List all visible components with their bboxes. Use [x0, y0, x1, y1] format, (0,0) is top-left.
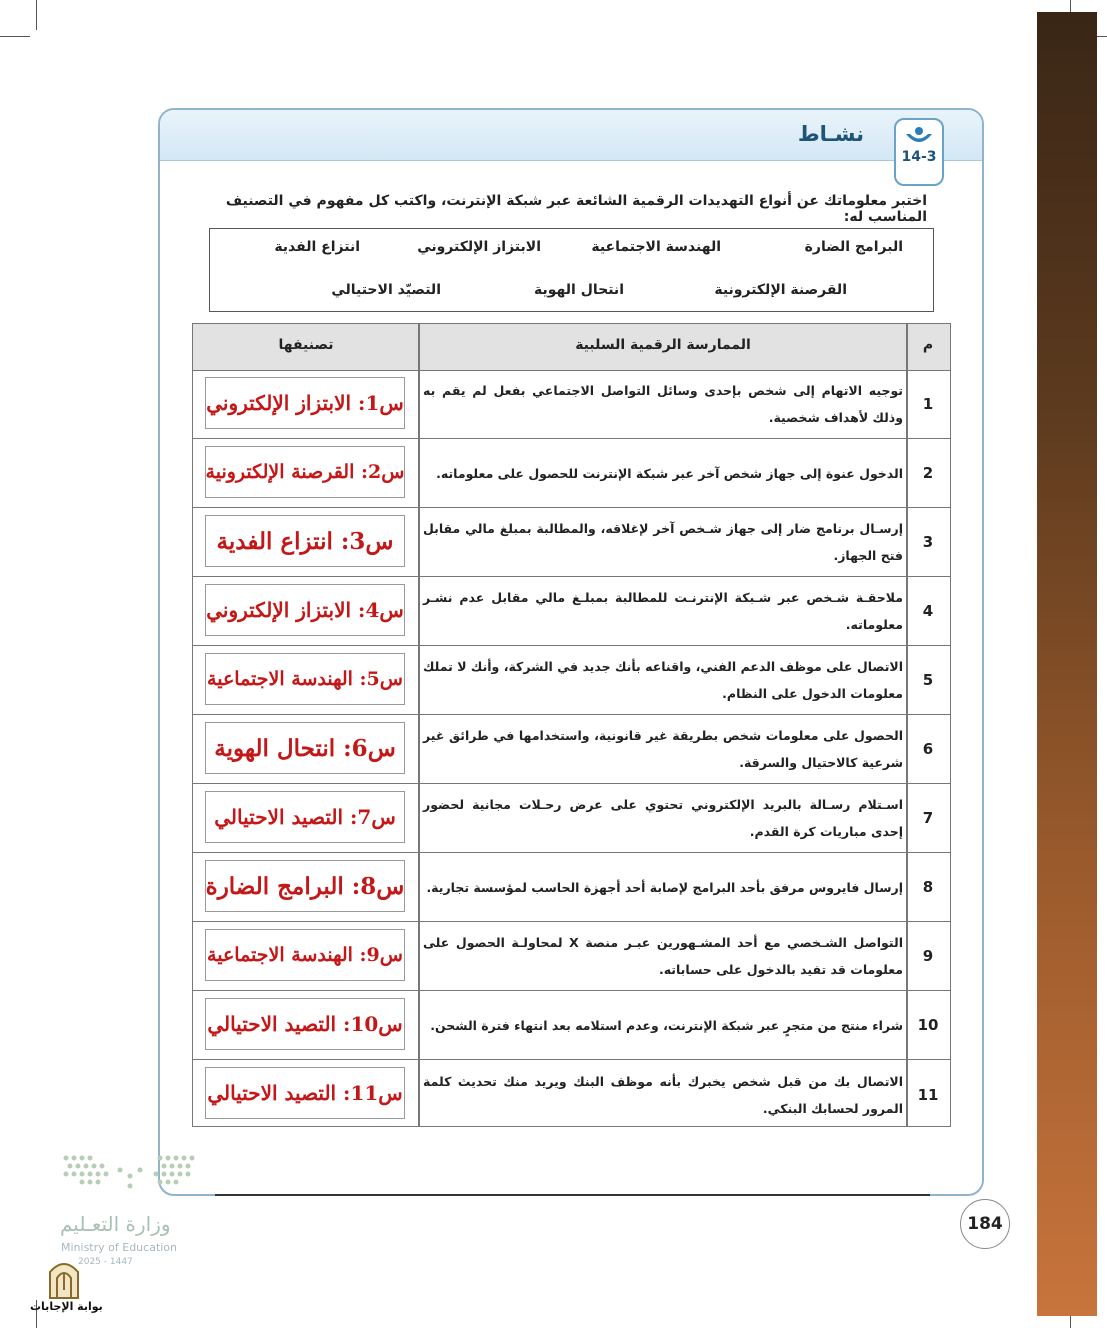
row-practice — [423, 715, 903, 783]
row-practice — [423, 922, 903, 990]
row-number: 4 — [922, 602, 934, 620]
column-divider — [418, 324, 420, 1126]
page-number: 184 — [960, 1199, 1010, 1249]
row-practice — [423, 853, 903, 921]
table-row — [193, 853, 950, 922]
word-bank-item: الابتزاز الإلكتروني — [417, 239, 541, 255]
row-answer: س3: انتزاع الفدية — [205, 515, 405, 567]
table-row — [193, 991, 950, 1060]
table-row — [193, 922, 950, 991]
row-practice-text: الدخول عنوة إلى جهاز شخص آخر عبر شبكة الإنترنت للحصول على معلوماته. — [436, 465, 903, 481]
header-practice: الممارسة الرقمية السلبية — [575, 337, 751, 353]
word-bank-item: انتزاع الفدية — [274, 239, 360, 255]
word-bank-item: انتحال الهوية — [534, 282, 624, 298]
table-row — [193, 784, 950, 853]
word-bank-item: القرصنة الإلكترونية — [714, 282, 847, 298]
row-number: 9 — [922, 947, 934, 965]
row-practice-text: إرسال فايروس مرفق بأحد البرامج لإصابة أحد أجهزة الحاسب لمؤسسة تجارية. — [426, 879, 903, 895]
row-practice — [423, 439, 903, 507]
table-row — [193, 370, 950, 439]
row-answer: س1: الابتزاز الإلكتروني — [205, 377, 405, 429]
column-divider — [906, 324, 908, 1126]
row-number: 8 — [922, 878, 934, 896]
row-answer: س2: القرصنة الإلكترونية — [205, 446, 405, 498]
row-number: 11 — [917, 1085, 939, 1104]
word-bank-item: البرامج الضارة — [804, 239, 903, 255]
activity-instruction: اختبر معلوماتك عن أنواع التهديدات الرقمية الشائعة عبر شبكة الإنترنت، واكتب كل مفهوم في التصنيف المناسب له: — [225, 193, 927, 225]
row-number: 5 — [922, 671, 934, 689]
activity-header — [160, 110, 982, 161]
word-bank-item: التصيّد الاحتيالي — [331, 282, 441, 298]
ministry-year: 2025 - 1447 — [78, 1257, 133, 1267]
table-row — [193, 646, 950, 715]
row-answer: س11: التصيد الاحتيالي — [205, 1067, 405, 1119]
table-row — [193, 577, 950, 646]
table-header — [193, 324, 950, 371]
ministry-logo-icon — [60, 1150, 200, 1200]
decorative-side-band — [1037, 12, 1097, 1316]
ministry-name-en: Ministry of Education — [61, 1241, 178, 1254]
bottom-rule — [215, 1194, 930, 1196]
row-practice — [423, 508, 903, 576]
row-practice-text: الاتصال بك من قبل شخص يخبرك بأنه موظف البنك ويريد منك تحديث كلمة المرور لحسابك البنكي. — [423, 1073, 903, 1116]
portal-label: بوابة الإجابات — [30, 1300, 103, 1313]
header-classification: تصنيفها — [278, 337, 334, 353]
row-practice-text: الحصول على معلومات شخص بطريقة غير قانونية، واستخدامها في طرائق غير شرعية كالاحتيال والسرقة. — [423, 728, 903, 770]
row-answer: س8: البرامج الضارة — [205, 860, 405, 912]
row-number: 7 — [922, 809, 934, 827]
row-answer: س9: الهندسة الاجتماعية — [205, 929, 405, 981]
row-answer: س4: الابتزاز الإلكتروني — [205, 584, 405, 636]
row-answer: س7: التصيد الاحتيالي — [205, 791, 405, 843]
row-practice — [423, 646, 903, 714]
row-number: 1 — [922, 395, 934, 413]
activity-badge — [894, 118, 944, 186]
row-practice — [423, 577, 903, 645]
row-number: 10 — [917, 1016, 939, 1034]
row-answer: س6: انتحال الهوية — [205, 722, 405, 774]
row-practice — [423, 784, 903, 852]
row-answer: س10: التصيد الاحتيالي — [205, 998, 405, 1050]
row-practice-text: إرسـال برنامج ضار إلى جهاز شـخص آخر لإغلاقه، والمطالبة بمبلغ مالي مقابل فتح الجهاز. — [423, 521, 903, 563]
row-practice — [423, 1060, 903, 1129]
activity-icon — [904, 126, 934, 148]
row-practice-text: شراء منتج من متجرٍ عبر شبكة الإنترنت، وعدم استلامه بعد انتهاء فترة الشحن. — [430, 1017, 903, 1033]
row-practice-text: التواصل الشـخصي مع أحد المشـهورين عبـر منصة X لمحاولـة الحصول على معلومات قد تفيد بالدخول على حساباته. — [423, 935, 903, 977]
table-row — [193, 715, 950, 784]
table-row — [193, 1060, 950, 1129]
table-row — [193, 439, 950, 508]
row-practice — [423, 370, 903, 438]
practices-table — [192, 323, 951, 1127]
word-bank — [209, 228, 934, 312]
word-bank-item: الهندسة الاجتماعية — [591, 239, 721, 255]
portal-logo-icon — [44, 1256, 84, 1300]
row-number: 6 — [922, 740, 934, 758]
row-practice-text: اسـتلام رسـالة بالبريد الإلكتروني تحتوي على عرض رحـلات مجانية لحضور إحدى مباريات كرة القدم. — [423, 797, 903, 839]
row-practice-text: توجيه الاتهام إلى شخص بإحدى وسائل التواصل الاجتماعي بفعل لم يقم به وذلك لأهداف شخصية. — [423, 383, 903, 425]
crop-mark — [36, 0, 37, 30]
crop-mark — [0, 36, 30, 37]
activity-number: 14-3 — [901, 149, 937, 165]
row-practice-text: ملاحقـة شـخص عبر شـبكة الإنترنـت للمطالبة بمبلـغ مالي مقابل عدم نشـر معلوماته. — [423, 590, 903, 632]
row-number: 3 — [922, 533, 934, 551]
activity-title: نشـاط — [797, 122, 864, 146]
table-row — [193, 508, 950, 577]
table-body — [193, 370, 950, 1126]
row-number: 2 — [922, 464, 934, 482]
ministry-name-ar: وزارة التعـليم — [60, 1212, 171, 1236]
row-practice — [423, 991, 903, 1059]
row-answer: س5: الهندسة الاجتماعية — [205, 653, 405, 705]
header-number: م — [922, 337, 934, 353]
row-practice-text: الاتصال على موظف الدعم الفني، واقناعه بأنك جديد في الشركة، وأنك لا تملك معلومات الدخول على النظام. — [423, 659, 903, 701]
